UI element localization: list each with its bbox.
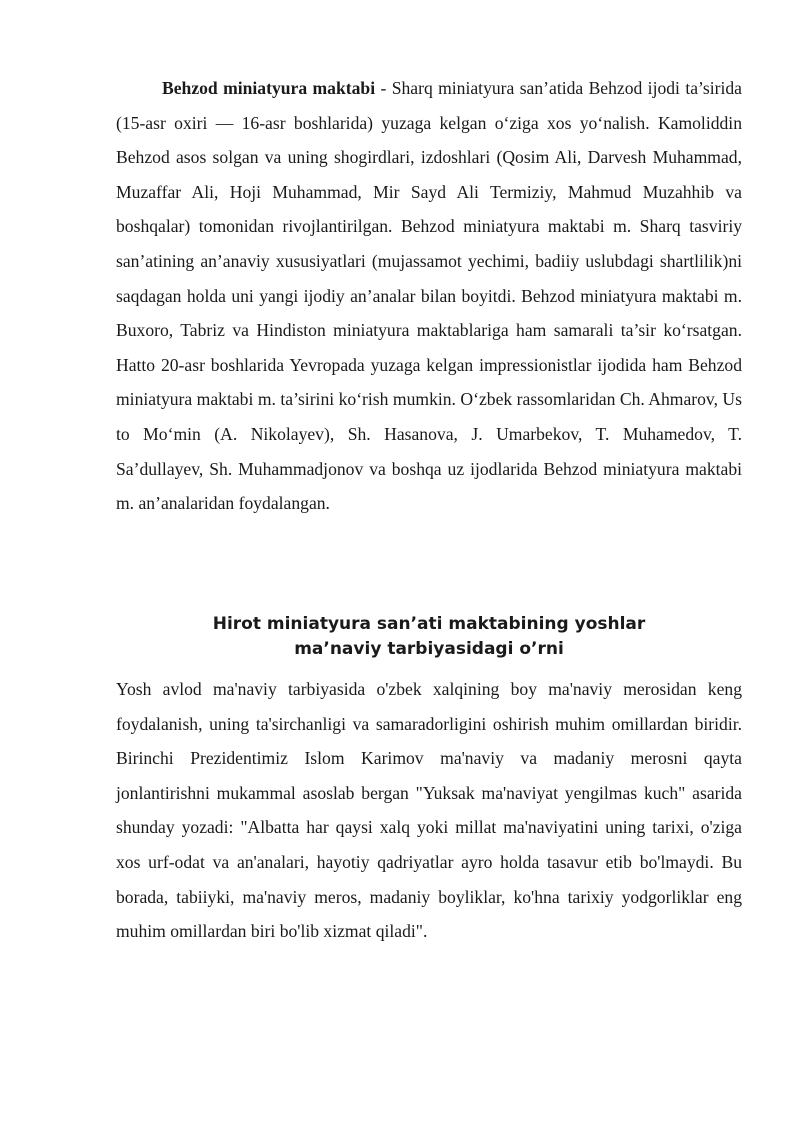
paragraph-lead-term: Behzod miniatyura maktabi [162,78,376,98]
section-heading [116,612,742,662]
paragraph-body-text: - Sharq miniatyura san’atida Behzod ijodi ta’sirida (15-asr oxiri — 16-asr boshlarida) yuzaga kelgan o‘ziga xos yo‘nalish. Kamoliddin Behzod asos solgan va uning shogirdlari, izdoshlari (Qosim Ali, Darvesh Muhammad, Muzaffar Ali, Hoji Muhammad, Mir Sayd Ali Termiziy, Mahmud Muzahhib va boshqalar) tomonidan rivojlantirilgan. Behzod miniatyura maktabi m. Sharq tasviriy san’atining an’anaviy xususiyatlari (mujassamot yechimi, badiiy uslubdagi shartlilik)ni saqdagan holda uni yangi ijodiy an’analar bilan boyitdi. Behzod miniatyura maktabi m. Buxoro, Tabriz va Hindiston miniatyura maktablariga ham samarali ta’sir ko‘rsatgan. Hatto 20-asr boshlarida Yevropada yuzaga kelgan impressionistlar ijodida ham Behzod miniatyura maktabi m. ta’sirini ko‘rish mumkin. O‘zbek rassomlaridan Ch. Ahmarov, Us to Mo‘min (A. Nikolayev), Sh. Hasanova, J. Umarbekov, T. Muhamedov, T. Sa’dullayev, Sh. Muhammadjonov va boshqa uz ijodlarida Behzod miniatyura maktabi m. an’analaridan foydalangan. [116,78,742,514]
section-heading-line-1: Hirot miniatyura san’ati maktabining yoshlar [212,614,646,634]
youth-education-paragraph: Yosh avlod ma'naviy tarbiyasida o'zbek xalqining boy ma'naviy merosidan keng foydalanish, uning ta'sirchanligi va samaradorligini oshirish muhim omillardan biridir. Birinchi Prezidentimiz Islom Karimov ma'naviy va madaniy merosni qayta jonlantirishni mukammal asoslab bergan "Yuksak ma'naviyat yengilmas kuch" asarida shunday yozadi: "Albatta har qaysi xalq yoki millat ma'naviyatini uning tarixi, o'ziga xos urf-odat va an'analari, hayotiy qadriyatlar ayro holda tasavur etib bo'lmaydi. Bu borada, tabiiyki, ma'naviy meros, madaniy boyliklar, ko'hna tarixiy yodgorliklar eng muhim omillardan biri bo'lib xizmat qiladi". [116,679,742,942]
behzod-school-paragraph [116,71,742,521]
section-heading-line-2: ma’naviy tarbiyasidagi o’rni [294,639,564,659]
